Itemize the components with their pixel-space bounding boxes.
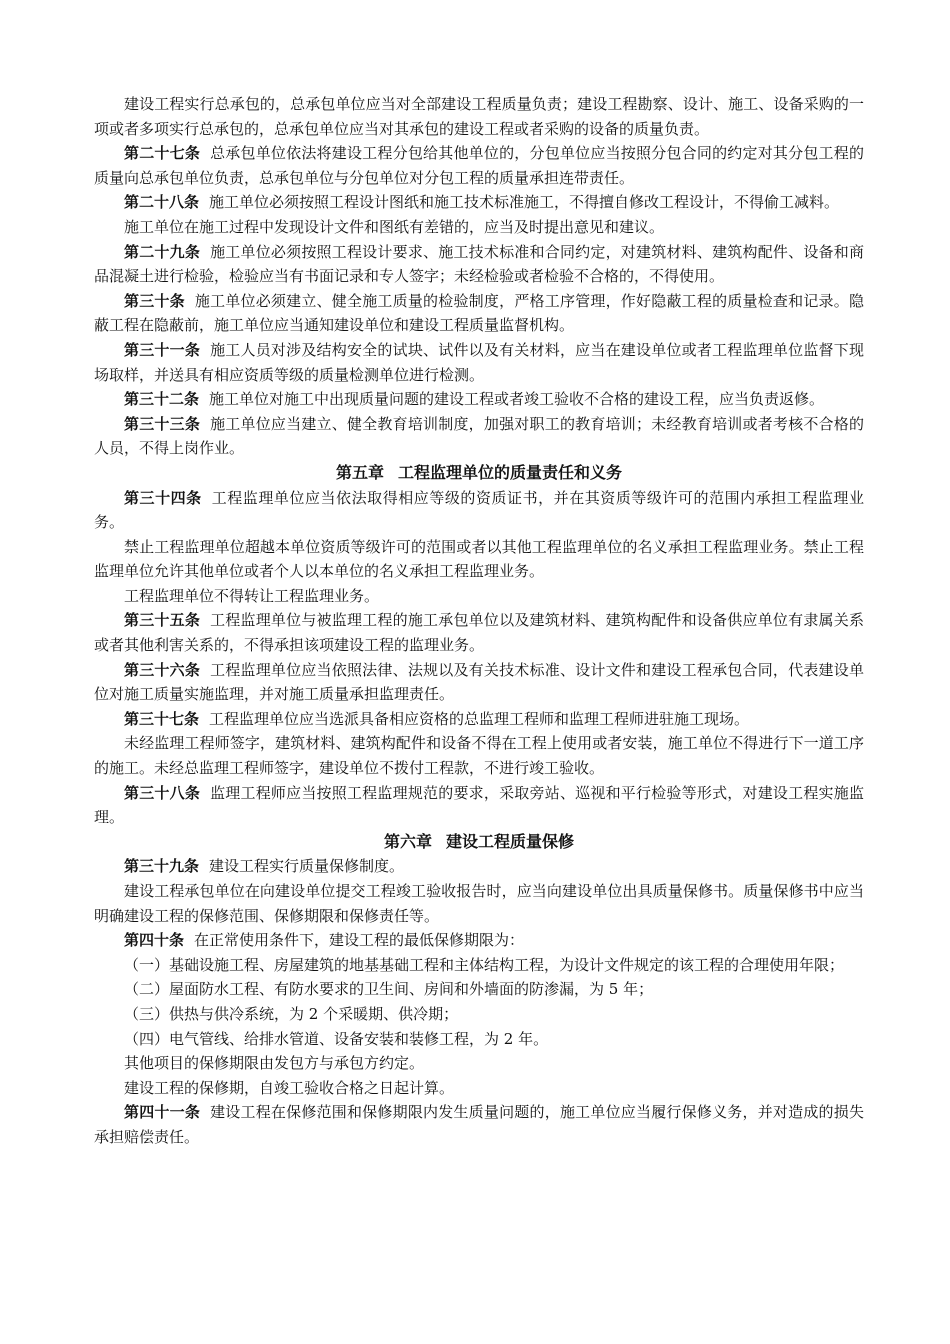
chapter-number: 第六章 xyxy=(383,831,432,851)
body-paragraph xyxy=(94,535,864,584)
paragraph-text: （四）电气管线、给排水管道、设备安装和装修工程，为 2 年。 xyxy=(124,1029,549,1048)
body-paragraph xyxy=(94,1076,864,1101)
article-paragraph xyxy=(94,781,864,830)
paragraph-text: （二）屋面防水工程、有防水要求的卫生间、房间和外墙面的防渗漏，为 5 年； xyxy=(124,980,654,999)
paragraph-text: 施工单位在施工过程中发现设计文件和图纸有差错的，应当及时提出意见和建议。 xyxy=(124,217,665,236)
paragraph-text: （一）基础设施工程、房屋建筑的地基基础工程和主体结构工程，为设计文件规定的该工程的合理使用年限； xyxy=(124,955,845,974)
paragraph-text: 禁止工程监理单位超越本单位资质等级许可的范围或者以其他工程监理单位的名义承担工程监理业务。禁止工程监理单位允许其他单位或者个人以本单位的名义承担工程监理业务。 xyxy=(94,537,864,581)
paragraph-text: 未经监理工程师签字，建筑材料、建筑构配件和设备不得在工程上使用或者安装，施工单位不得进行下一道工序的施工。未经总监理工程师签字，建设单位不拨付工程款，不进行竣工验收。 xyxy=(94,734,864,778)
article-paragraph xyxy=(94,486,864,535)
article-paragraph xyxy=(94,854,864,879)
paragraph-text: 总承包单位依法将建设工程分包给其他单位的，分包单位应当按照分包合同的约定对其分包工程的质量向总承包单位负责，总承包单位与分包单位对分包工程的质量承担连带责任。 xyxy=(94,144,864,187)
paragraph-text: 建设工程实行质量保修制度。 xyxy=(209,857,405,876)
paragraph-text: 施工人员对涉及结构安全的试块、试件以及有关材料，应当在建设单位或者工程监理单位监督下现场取样，并送具有相应资质等级的质量检测单位进行检测。 xyxy=(94,340,864,384)
article-paragraph xyxy=(94,190,864,215)
paragraph-text: 其他项目的保修期限由发包方与承包方约定。 xyxy=(124,1054,425,1073)
body-paragraph xyxy=(94,215,864,240)
article-paragraph xyxy=(94,707,864,732)
body-paragraph xyxy=(94,584,864,609)
article-paragraph xyxy=(94,338,864,387)
article-paragraph xyxy=(94,387,864,412)
article-number: 第三十七条 xyxy=(124,709,200,728)
article-number: 第二十七条 xyxy=(124,144,201,163)
article-number: 第三十四条 xyxy=(124,488,202,507)
article-number: 第三十三条 xyxy=(124,414,201,433)
paragraph-text: 工程监理单位与被监理工程的施工承包单位以及建筑材料、建筑构配件和设备供应单位有隶属关系或者其他利害关系的，不得承担该项建设工程的监理业务。 xyxy=(94,611,864,655)
body-paragraph xyxy=(94,1051,864,1076)
article-paragraph xyxy=(94,240,864,289)
article-number: 第三十一条 xyxy=(124,340,201,359)
chapter-title: 建设工程质量保修 xyxy=(446,831,575,851)
body-paragraph xyxy=(94,953,864,978)
paragraph-text: 监理工程师应当按照工程监理规范的要求，采取旁站、巡视和平行检验等形式，对建设工程实施监理。 xyxy=(94,783,864,827)
body-paragraph xyxy=(94,731,864,780)
article-paragraph xyxy=(94,289,864,338)
chapter-heading xyxy=(94,461,864,486)
paragraph-text: 施工单位必须按照工程设计图纸和施工技术标准施工，不得擅自修改工程设计，不得偷工减料。 xyxy=(209,193,840,212)
article-number: 第三十九条 xyxy=(124,857,200,876)
body-paragraph xyxy=(94,879,864,928)
chapter-heading xyxy=(94,830,864,855)
article-paragraph xyxy=(94,658,864,707)
paragraph-text: 建设工程实行总承包的，总承包单位应当对全部建设工程质量负责；建设工程勘察、设计、施工、设备采购的一项或者多项实行总承包的，总承包单位应当对其承包的建设工程或者采购的设备的质量负责。 xyxy=(94,95,864,138)
paragraph-text: 施工单位必须建立、健全施工质量的检验制度，严格工序管理，作好隐蔽工程的质量检查和记录。隐蔽工程在隐蔽前，施工单位应当通知建设单位和建设工程质量监督机构。 xyxy=(94,291,864,335)
paragraph-text: 施工单位对施工中出现质量问题的建设工程或者竣工验收不合格的建设工程，应当负责返修。 xyxy=(209,390,825,409)
article-number: 第三十五条 xyxy=(124,611,201,630)
paragraph-text: 施工单位应当建立、健全教育培训制度，加强对职工的教育培训；未经教育培训或者考核不合格的人员，不得上岗作业。 xyxy=(94,414,864,458)
body-paragraph xyxy=(94,92,864,141)
article-paragraph xyxy=(94,141,864,190)
body-paragraph xyxy=(94,977,864,1002)
chapter-title: 工程监理单位的质量责任和义务 xyxy=(398,462,623,482)
paragraph-text: 工程监理单位应当选派具备相应资格的总监理工程师和监理工程师进驻施工现场。 xyxy=(209,709,750,728)
paragraph-text: 建设工程在保修范围和保修期限内发生质量问题的，施工单位应当履行保修义务，并对造成的损失承担赔偿责任。 xyxy=(94,1103,864,1146)
paragraph-text: 在正常使用条件下，建设工程的最低保修期限为： xyxy=(194,931,525,950)
paragraph-text: 工程监理单位不得转让工程监理业务。 xyxy=(124,586,380,605)
paragraph-text: 建设工程承包单位在向建设单位提交工程竣工验收报告时，应当向建设单位出具质量保修书。质量保修书中应当明确建设工程的保修范围、保修期限和保修责任等。 xyxy=(94,882,864,925)
article-paragraph xyxy=(94,608,864,657)
document-page xyxy=(94,92,864,1150)
article-number: 第四十一条 xyxy=(124,1103,201,1122)
article-number: 第三十条 xyxy=(124,291,185,310)
article-number: 第三十二条 xyxy=(124,390,200,409)
article-number: 第四十条 xyxy=(124,931,185,950)
paragraph-text: 工程监理单位应当依法取得相应等级的资质证书，并在其资质等级许可的范围内承担工程监理业务。 xyxy=(94,488,864,532)
article-number: 第三十六条 xyxy=(124,660,201,679)
article-number: 第二十九条 xyxy=(124,242,201,261)
article-number: 第二十八条 xyxy=(124,193,200,212)
article-paragraph xyxy=(94,928,864,953)
paragraph-text: 施工单位必须按照工程设计要求、施工技术标准和合同约定，对建筑材料、建筑构配件、设备和商品混凝土进行检验，检验应当有书面记录和专人签字；未经检验或者检验不合格的，不得使用。 xyxy=(94,242,864,286)
paragraph-text: 建设工程的保修期，自竣工验收合格之日起计算。 xyxy=(124,1078,455,1097)
article-number: 第三十八条 xyxy=(124,783,201,802)
chapter-number: 第五章 xyxy=(335,462,384,482)
body-paragraph xyxy=(94,1002,864,1027)
paragraph-text: （三）供热与供冷系统，为 2 个采暖期、供冷期； xyxy=(124,1004,459,1023)
article-paragraph xyxy=(94,1100,864,1149)
paragraph-text: 工程监理单位应当依照法律、法规以及有关技术标准、设计文件和建设工程承包合同，代表建设单位对施工质量实施监理，并对施工质量承担监理责任。 xyxy=(94,660,864,704)
article-paragraph xyxy=(94,412,864,461)
body-paragraph xyxy=(94,1027,864,1052)
